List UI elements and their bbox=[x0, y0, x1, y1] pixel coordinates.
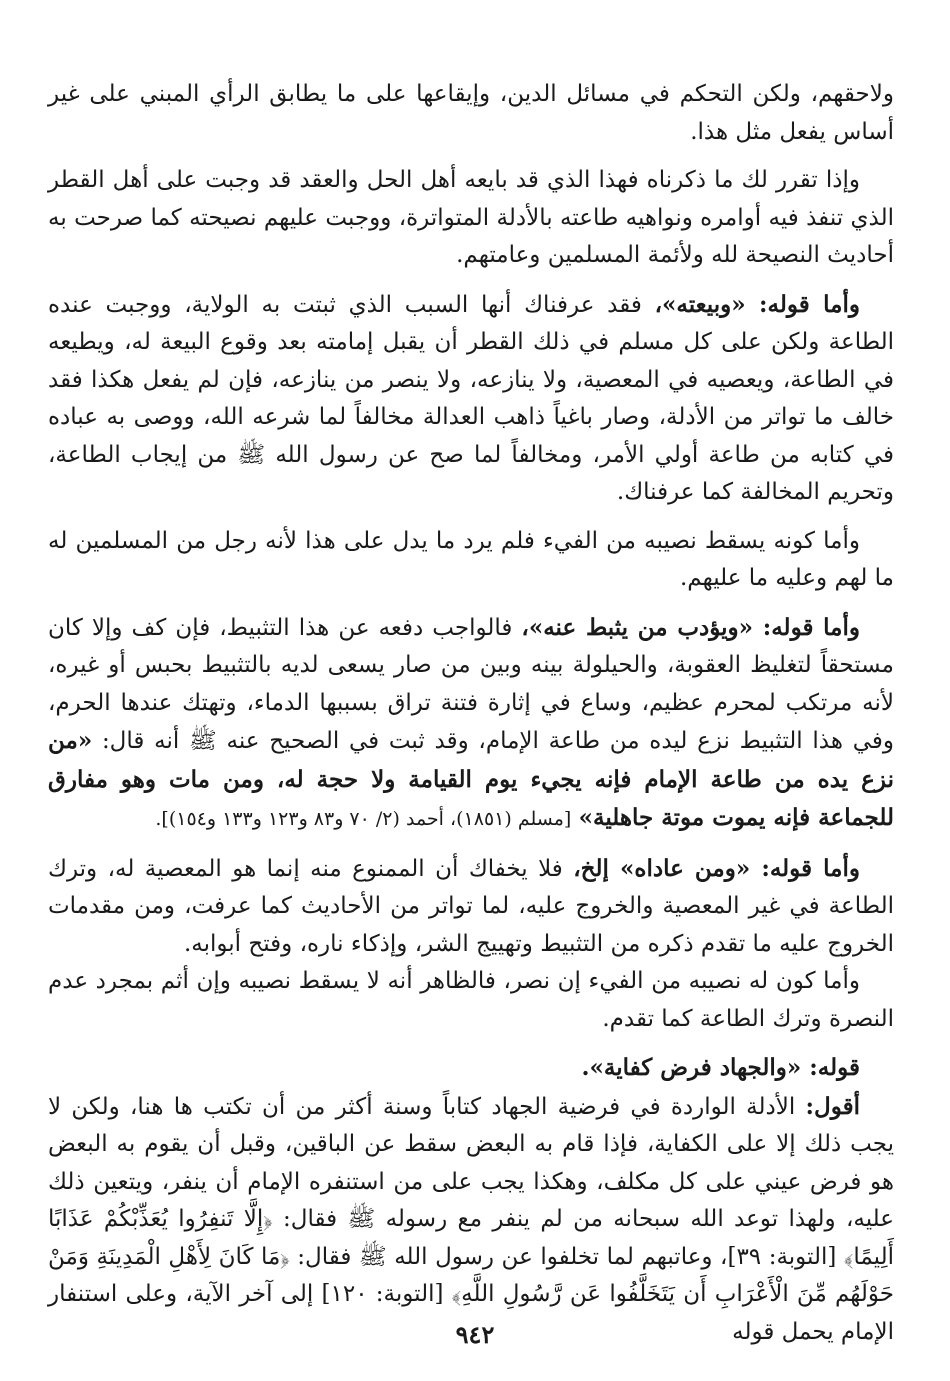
paragraph-text: فالواجب دفعه عن هذا التثبيط، فإن كف وإلا كان مستحقاً لتغليظ العقوبة، والحيلولة بينه وبين من صار يسعى لديه بالتثبيط بحبس أو غيره، لأنه مرتكب لمحرم عظيم، وساع في إثارة فتنة تراق بسببها الدماء، وتهتك عندها الحرم، وفي هذا التثبيط نزع ليده من طاعة الإمام، وقد ثبت في الصحيح عنه ﷺ أنه قال: bbox=[48, 614, 894, 754]
paragraph-continuation bbox=[48, 76, 894, 151]
paragraph-text: وأما كون له نصيبه من الفيء إن نصر، فالظاهر أنه لا يسقط نصيبه وإن أثم بمجرد عدم النصرة وترك الطاعة كما تقدم. bbox=[48, 968, 894, 1032]
paragraph-adah bbox=[48, 850, 894, 964]
paragraph-bayah bbox=[48, 162, 894, 275]
paragraph-jihad-heading bbox=[48, 1049, 894, 1088]
quote-lead: وأما قوله: «وبيعته»، bbox=[654, 290, 860, 318]
paragraph-baiatuhu bbox=[48, 286, 894, 512]
hadith-quote: «من نزع يده من طاعة الإمام فإنه يجيء يوم القيامة ولا حجة له، ومن مات وهو مفارق للجماعة فإنه يموت موتة جاهلية» bbox=[48, 727, 894, 831]
quote-lead: أقول: bbox=[805, 1092, 860, 1120]
page-number: ٩٤٢ bbox=[455, 1320, 495, 1349]
document-body bbox=[48, 76, 894, 1351]
quote-lead: وأما قوله: «ويؤدب من يثبط عنه»، bbox=[521, 613, 861, 641]
paragraph-text: ولاحقهم، ولكن التحكم في مسائل الدين، وإيقاعها على ما يطابق الرأي المبني على غير أساس يفعل مثل هذا. bbox=[48, 81, 894, 145]
paragraph-text: الأدلة الواردة في فرضية الجهاد كتاباً وسنة أكثر من أن تكتب ها هنا، ولكن لا يجب ذلك إلا على الكفاية، فإذا قام به البعض سقط عن الباقين، وقبل أن يقوم به البعض هو فرض عيني على كل مكلف، وهكذا يجب على من استنفره الإمام أن ينفر، ويتعين ذلك عليه، ولهذا توعد الله سبحانه من لم ينفر مع رسوله ﷺ فقال: ﴿إِلَّا تَنفِرُوا يُعَذِّبْكُمْ عَذَابًا أَلِيمًا﴾ [التوبة: ٣٩]، وعاتبهم لما تخلفوا عن رسول الله ﷺ فقال: ﴿مَا كَانَ لِأَهْلِ الْمَدِينَةِ وَمَنْ حَوْلَهُم مِّنَ الْأَعْرَابِ أَن يَتَخَلَّفُوا عَن رَّسُولِ اللَّهِ﴾ [التوبة: ١٢٠] إلى آخر الآية، وعلى استنفار الإمام يحمل قوله bbox=[48, 1093, 894, 1345]
paragraph-text: فقد عرفناك أنها السبب الذي ثبتت به الولاية، ووجبت عنده الطاعة ولكن على كل مسلم في ذلك القطر أن يقبل إمامته بعد وقوع البيعة له، ويطيعه في الطاعة، ويعصيه في المعصية، ولا ينازعه، ولا ينصر من ينازعه، فإن لم يفعل هكذا فقد خالف ما تواتر من الأدلة، وصار باغياً ذاهب العدالة مخالفاً لما شرعه الله، ووصى به عباده في كتابه من طاعة أولي الأمر، ومخالفاً لما صح عن رسول الله ﷺ من إيجاب الطاعة، وتحريم المخالفة كما عرفناك. bbox=[48, 291, 894, 505]
paragraph-tathbit bbox=[48, 609, 894, 839]
paragraph-text: وأما كونه يسقط نصيبه من الفيء فلم يرد ما يدل على هذا لأنه رجل من المسلمين له ما لهم وعليه ما عليهم. bbox=[48, 527, 894, 591]
paragraph-fay bbox=[48, 523, 894, 598]
paragraph-text: فلا يخفاك أن الممنوع منه إنما هو المعصية له، وترك الطاعة في غير المعصية والخروج عليه، لما تواتر من الأحاديث كما عرفت، ومن مقدمات الخروج عليه ما تقدم ذكره من التثبيط وتهييج الشر، وإذكاء ناره، وفتح أبوابه. bbox=[48, 855, 894, 957]
paragraph-nusrah bbox=[48, 963, 894, 1038]
quote-lead: قوله: «والجهاد فرض كفاية». bbox=[581, 1054, 860, 1081]
paragraph-text: وإذا تقرر لك ما ذكرناه فهذا الذي قد بايعه أهل الحل والعقد قد وجبت على أهل القطر الذي تنفذ فيه أوامره ونواهيه طاعته بالأدلة المتواترة، ووجبت عليهم نصيحته كما صرحت به أحاديث النصيحة لله ولأئمة المسلمين وعامتهم. bbox=[48, 167, 894, 268]
quote-lead: وأما قوله: «ومن عاداه» إلخ، bbox=[573, 854, 861, 882]
paragraph-aqulu bbox=[48, 1088, 894, 1352]
citation: [مسلم (١٨٥١)، أحمد (٢/ ٧٠ و٨٣ و١٢٣ و١٣٣ و١٥٤)]. bbox=[155, 808, 572, 830]
